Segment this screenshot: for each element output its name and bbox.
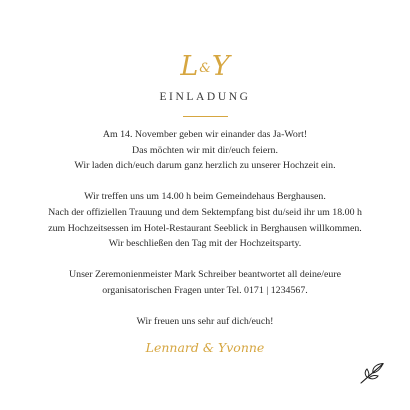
text-line: Wir freuen uns sehr auf dich/euch! xyxy=(136,316,274,328)
monogram xyxy=(0,52,410,84)
monogram-first-initial: L xyxy=(180,51,199,82)
invitation-body xyxy=(40,127,370,345)
paragraph-closing xyxy=(40,314,370,330)
text-line: zum Hochzeitsessen im Hotel-Restaurant Seeblick in Berghausen willkommen. xyxy=(48,222,362,234)
invitation-heading: EINLADUNG xyxy=(159,91,251,103)
monogram-ampersand: & xyxy=(199,61,211,76)
leaf-branch-icon xyxy=(359,362,385,384)
text-line: Am 14. November geben wir einander das Ja-Wort! xyxy=(102,129,308,140)
text-line: Das möchten wir mit dir/euch feiern. xyxy=(132,144,278,156)
paragraph-schedule xyxy=(40,189,370,251)
paragraph-announcement xyxy=(40,127,370,174)
text-line: Wir laden dich/euch darum ganz herzlich zu unserer Hochzeit ein. xyxy=(74,160,336,172)
monogram-second-initial: Y xyxy=(211,51,230,82)
couple-signature: Lennard & Yvonne xyxy=(145,340,265,355)
heading-divider xyxy=(183,116,228,117)
text-line: Unser Zeremonienmeister Mark Schreiber beantwortet all deine/eure xyxy=(69,269,341,281)
text-line: organisatorischen Fragen unter Tel. 0171 | 1234567. xyxy=(102,284,308,296)
text-line: Nach der offiziellen Trauung und dem Sektempfang bist du/seid ihr um 18.00 h xyxy=(48,206,362,218)
text-line: Wir treffen uns um 14.00 h beim Gemeindehaus Berghausen. xyxy=(84,191,326,203)
text-line: Wir beschließen den Tag mit der Hochzeitsparty. xyxy=(108,238,302,250)
paragraph-contact xyxy=(40,267,370,298)
